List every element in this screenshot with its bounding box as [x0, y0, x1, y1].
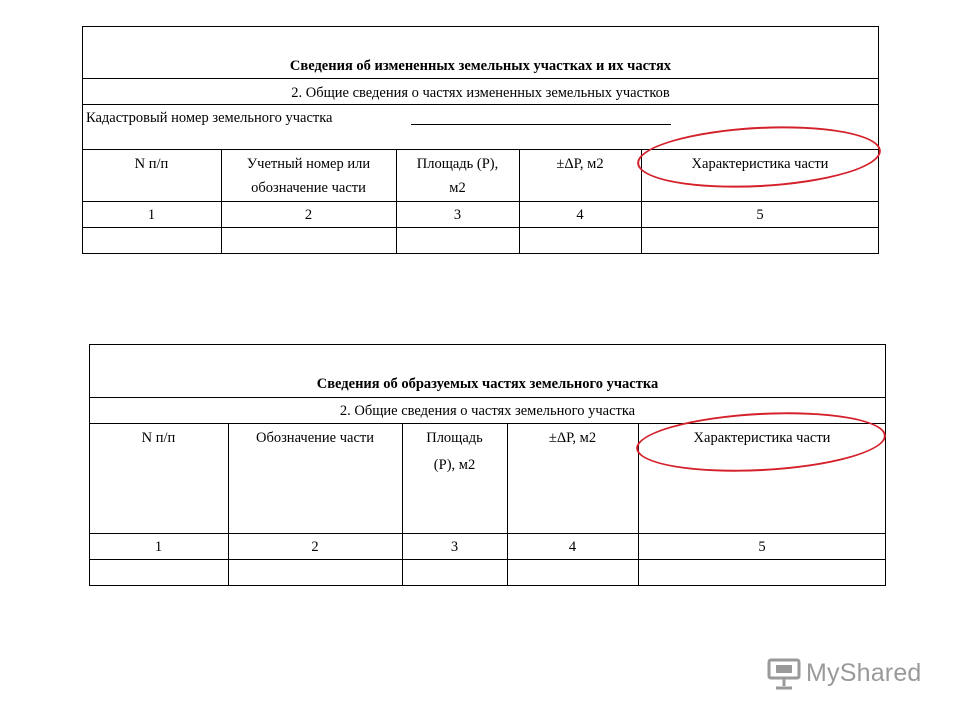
table2-title: Сведения об образуемых частях земельного участка — [316, 376, 659, 392]
header-account-number: Учетный номер или — [246, 156, 371, 172]
cadastral-number-blank[interactable] — [411, 124, 671, 125]
header-delta-area: ±ΔР, м2 — [548, 430, 597, 446]
cadastral-number-label: Кадастровый номер земельного участка — [86, 110, 333, 126]
header-area-unit: м2 — [449, 180, 466, 196]
col-number-4: 4 — [576, 207, 584, 223]
header-area-unit: (Р), м2 — [433, 457, 476, 473]
header-area: Площадь — [426, 430, 483, 446]
header-num: N п/п — [141, 430, 176, 446]
col-number-3: 3 — [450, 539, 459, 555]
col-number-4: 4 — [568, 539, 577, 555]
table1-subtitle: 2. Общие сведения о частях измененных земельных участков — [291, 85, 670, 101]
col-number-3: 3 — [453, 207, 462, 223]
col-number-2: 2 — [311, 539, 319, 555]
col-number-1: 1 — [154, 539, 163, 555]
table2-subtitle: 2. Общие сведения о частях земельного участка — [339, 403, 636, 419]
watermark-text: MyShared — [806, 658, 922, 687]
col-number-1: 1 — [147, 207, 156, 223]
table1-title: Сведения об измененных земельных участках и их частях — [289, 58, 672, 74]
col-number-2: 2 — [304, 207, 313, 223]
header-characteristic: Характеристика части — [693, 430, 831, 446]
col-number-5: 5 — [756, 207, 764, 223]
header-part-designation: Обозначение части — [255, 430, 374, 446]
header-area: Площадь (Р), — [416, 156, 499, 172]
header-delta-area: ±ΔР, м2 — [556, 156, 604, 172]
presentation-icon — [766, 656, 802, 690]
header-account-number-line2: обозначение части — [251, 180, 366, 196]
myshared-watermark[interactable] — [766, 656, 922, 690]
header-characteristic: Характеристика части — [691, 156, 829, 172]
header-num: N п/п — [134, 156, 169, 172]
col-number-5: 5 — [758, 539, 766, 555]
